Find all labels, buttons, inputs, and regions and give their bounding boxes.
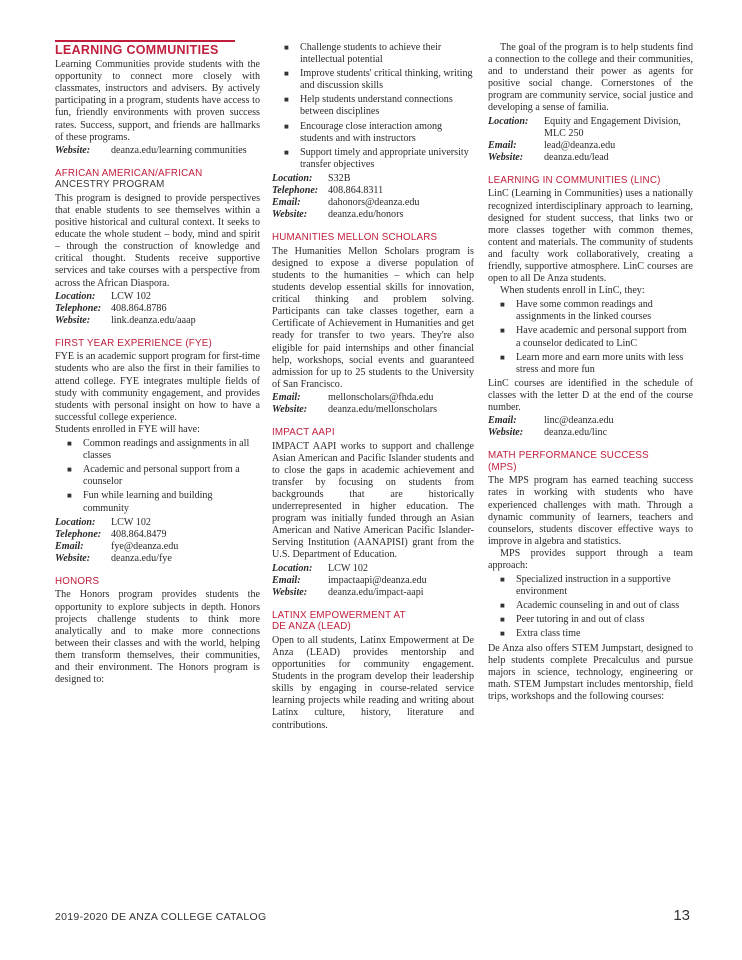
contact-value: LCW 102	[111, 290, 151, 302]
mps-list-intro: MPS provides support through a team approach:	[488, 547, 693, 571]
contact-label: Location:	[55, 516, 96, 528]
linc-website-link[interactable]: deanza.edu/linc	[544, 427, 608, 439]
aaa-subtitle: ANCESTRY PROGRAM	[55, 179, 165, 191]
fye-heading: FIRST YEAR EXPERIENCE (FYE)	[55, 337, 212, 349]
contact-label: Email:	[272, 391, 301, 403]
fye-website-link[interactable]: deanza.edu/fye	[111, 552, 172, 564]
list-item: ■ Common readings and assignments in all classes	[55, 438, 260, 462]
contact-label: Email:	[272, 574, 301, 586]
lead-title: LATINX EMPOWERMENT AT	[272, 609, 406, 621]
linc-list	[488, 299, 693, 376]
contact-label: Website:	[55, 314, 91, 326]
contact-label: Website:	[55, 552, 91, 564]
column-3	[488, 40, 693, 703]
mps-after: De Anza also offers STEM Jumpstart, designed to help students complete Precalculus and pursue majors in science, technology, engineering or math. STEM Jumpstart includes mentorship, field trips, workshops and the following courses:	[488, 642, 693, 702]
contact-value: 408.864.8479	[111, 528, 167, 540]
honors-email-link[interactable]: dahonors@deanza.edu	[328, 197, 420, 209]
aaa-body: This program is designed to provide perspectives that enable students to see themselves within a positive historical and cultural context. It seeks to educate the whole student – body, mind and spirit – through the construction of knowledge and critical thought. Students receive supportive services and take courses with a perspective from across the African Diaspora.	[55, 192, 260, 289]
contact-label: Website:	[488, 151, 524, 163]
impact-website-link[interactable]: deanza.edu/impact-aapi	[328, 586, 424, 598]
lc-intro: Learning Communities provide students with the opportunity to connect more closely with classmates, instructors and advisers. By actively participating in a program, students have access to fun, friendly environments with proven success rates. Success, support, and friends are hallmarks of these programs.	[55, 59, 260, 143]
honors-heading: HONORS	[55, 575, 100, 587]
mellon-heading: HUMANITIES MELLON SCHOLARS	[272, 232, 438, 244]
page-number: 13	[673, 907, 690, 924]
column-2	[272, 40, 474, 732]
lc-contact	[55, 145, 260, 157]
aaa-contact	[55, 291, 260, 327]
impact-contact	[272, 563, 474, 599]
fye-list-intro: Students enrolled in FYE will have:	[55, 423, 200, 435]
list-item: ■ Academic counseling in and out of class	[488, 600, 693, 612]
aaa-heading	[55, 168, 260, 191]
linc-body: LinC (Learning in Communities) uses a nationally recognized interdisciplinary approach to learning, designed for student success, that links two or more classes together with common themes, content and materials. The community of students and faculty work collaboratively, creating a friendly, supportive atmosphere. LinC courses are open to all De Anza students.	[488, 188, 693, 285]
mellon-email-link[interactable]: mellonscholars@fhda.edu	[328, 391, 434, 403]
mps-title: MATH PERFORMANCE SUCCESS	[488, 450, 649, 462]
contact-label: Location:	[272, 562, 313, 574]
fye-body: FYE is an academic support program for first-time students who are also the first in their families to attend college. FYE integrates multiple fields of study with community engagement, and provides students with personal insight on how to have a successful college experience.	[55, 351, 260, 423]
honors-list	[272, 42, 474, 171]
contact-value: Equity and Engagement Division, MLC 250	[544, 115, 681, 139]
contact-value: LCW 102	[328, 562, 368, 574]
list-item: ■ Academic and personal support from a counselor	[55, 464, 260, 488]
list-item: ■ Support timely and appropriate university transfer objectives	[272, 147, 474, 171]
list-item: ■ Improve students' critical thinking, writing and discussion skills	[272, 68, 474, 92]
contact-label: Email:	[272, 197, 301, 209]
catalog-footer: 2019-2020 DE ANZA COLLEGE CATALOG	[55, 911, 267, 923]
column-1	[55, 40, 260, 686]
list-item: ■ Have academic and personal support from a counselor dedicated to LinC	[488, 325, 693, 349]
fye-list	[55, 438, 260, 515]
contact-label: Telephone:	[55, 302, 102, 314]
list-item: ■ Peer tutoring in and out of class	[488, 614, 693, 626]
aaa-website-link[interactable]: link.deanza.edu/aaap	[111, 314, 196, 326]
mps-title-line2: (MPS)	[488, 461, 517, 473]
contact-label: Telephone:	[55, 528, 102, 540]
contact-label: Location:	[55, 290, 96, 302]
list-item: ■ Have some common readings and assignments in the linked courses	[488, 299, 693, 323]
contact-label: Website:	[272, 404, 308, 416]
linc-email-link[interactable]: linc@deanza.edu	[544, 415, 614, 427]
contact-label: Website:	[488, 427, 524, 439]
mps-list	[488, 574, 693, 640]
contact-value: S32B	[328, 172, 351, 184]
mps-heading	[488, 450, 693, 473]
contact-label: Email:	[488, 139, 517, 151]
contact-label: Website:	[272, 586, 308, 598]
mellon-body: The Humanities Mellon Scholars program is designed to expose a diverse population of students to the humanities – which can help students develop essential skills for innovation, critical thinking and problem solving. Participants can take classes together, earn a Certificate of Achievement in Humanities and get ready for transfer to two years. They're also eligible for paid internships and other financial help, workshops, social events and guaranteed admission for up to 25 students to the University of San Francisco.	[272, 245, 474, 390]
list-item: ■ Specialized instruction in a supportive environment	[488, 574, 693, 598]
impact-email-link[interactable]: impactaapi@deanza.edu	[328, 574, 427, 586]
mellon-website-link[interactable]: deanza.edu/mellonscholars	[328, 404, 438, 416]
honors-website-link[interactable]: deanza.edu/honors	[328, 209, 404, 221]
list-item: ■ Help students understand connections between disciplines	[272, 94, 474, 118]
lead-contact	[488, 116, 693, 164]
mps-body: The MPS program has earned teaching success rates in working with students who have experienced challenges with math. Through a dynamic community of learners, teachers and counselors, students discover effective ways to improve in algebra and statistics.	[488, 475, 693, 547]
list-item: ■ Learn more and earn more units with less stress and more fun	[488, 352, 693, 376]
lc-website-link[interactable]: deanza.edu/learning communities	[111, 144, 247, 156]
lead-title-line2: DE ANZA (LEAD)	[272, 621, 352, 633]
mellon-contact	[272, 392, 474, 416]
contact-label: Website:	[272, 209, 308, 221]
list-item: ■ Encourage close interaction among students and with instructors	[272, 121, 474, 145]
contact-label: Location:	[272, 172, 313, 184]
contact-value: LCW 102	[111, 516, 151, 528]
list-item: ■ Fun while learning and building community	[55, 490, 260, 514]
contact-label: Website:	[55, 144, 91, 156]
fye-email-link[interactable]: fye@deanza.edu	[111, 540, 179, 552]
page-title: LEARNING COMMUNITIES	[55, 43, 219, 57]
aaa-title: AFRICAN AMERICAN/AFRICAN	[55, 167, 203, 179]
fye-contact	[55, 517, 260, 565]
lead-email-link[interactable]: lead@deanza.edu	[544, 139, 616, 151]
linc-contact	[488, 415, 693, 439]
contact-label: Location:	[488, 115, 529, 127]
list-item: ■ Challenge students to achieve their intellectual potential	[272, 42, 474, 66]
impact-heading: IMPACT AAPI	[272, 427, 335, 439]
impact-body: IMPACT AAPI works to support and challenge Asian American and Pacific Islander students and to close the gaps in academic achievement and transfer by focusing on students from backgrounds that are historically underrepresented in higher education. The program was initially funded through an Asian American and Native American Pacific Islander-Serving Institution (AANAPISI) grant from the U.S. Department of Education.	[272, 440, 474, 561]
linc-after: LinC courses are identified in the schedule of classes with the letter D at the end of the course number.	[488, 377, 693, 414]
lead-website-link[interactable]: deanza.edu/lead	[544, 151, 609, 163]
linc-list-intro: When students enroll in LinC, they:	[500, 285, 645, 297]
lead-body: Open to all students, Latinx Empowerment at De Anza (LEAD) provides mentorship and opportunities for community engagement. Students in the program develop their leadership skills by engaging in course-related service learning projects while reading and writing about Latinx culture, history, literature and contributions.	[272, 634, 474, 731]
contact-label: Telephone:	[272, 185, 319, 197]
contact-label: Email:	[488, 415, 517, 427]
linc-heading: LEARNING IN COMMUNITIES (LINC)	[488, 174, 661, 186]
lead-body-continued: The goal of the program is to help students find a connection to the college and their communities, and to understand their power as agents for positive social change. Cornerstones of the program are community service, social justice and developing a sense of familia.	[488, 42, 693, 114]
honors-body: The Honors program provides students the opportunity to explore subjects in depth. Honors projects challenge students to think more analytically and to make more connections between their classes and with the world, helping them transform themselves, their communities, and their environment. The Honors program is designed to:	[55, 589, 260, 686]
contact-value: 408.864.8311	[328, 185, 384, 197]
list-item: ■ Extra class time	[488, 628, 693, 640]
honors-contact	[272, 173, 474, 221]
lead-heading	[272, 610, 474, 633]
contact-value: 408.864.8786	[111, 302, 167, 314]
contact-label: Email:	[55, 540, 84, 552]
